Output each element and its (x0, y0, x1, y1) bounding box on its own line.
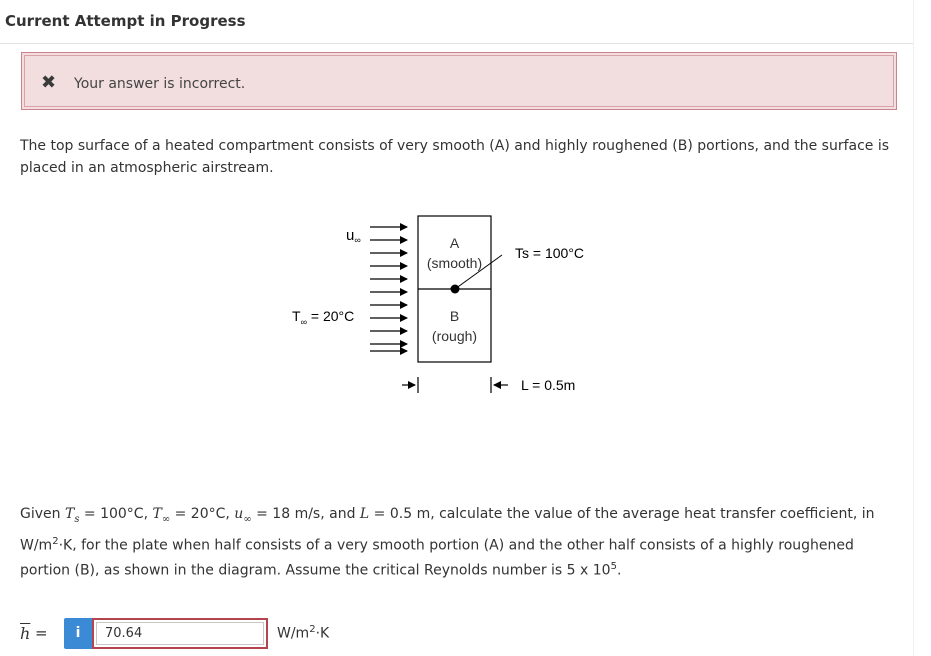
svg-text:u∞: $u_\infty$ (346, 227, 361, 245)
h-bar-symbol: $\overline{h}$ (20, 624, 31, 643)
l-symbol: L (359, 506, 370, 522)
ts-value: = 100°C, (79, 506, 149, 522)
svg-text:T∞ = 20°C: $T_\infty = 20^\circ C$ (292, 308, 355, 327)
l-value: = 0.5 m, calculate the value of the average heat transfer coefficient, in W/m (20, 506, 875, 554)
ts-subscript: s (74, 513, 80, 525)
unit-suffix: ·K (315, 625, 330, 642)
problem-intro: The top surface of a heated compartment consists of very smooth (A) and highly roughened (B) portions, and the surface is placed in an atmospheric airstream. (20, 138, 890, 176)
uinf-symbol: u (234, 506, 244, 522)
incorrect-alert (21, 52, 897, 110)
tinf-subscript: ∞ (161, 513, 171, 525)
tinf-symbol: T (152, 506, 162, 522)
problem-rest: ·K, for the plate when half consists of a very smooth portion (A) and the other half consists of a highly roughened portion (B), as shown in the diagram. Assume the critical Reynolds number is 5 x 10 (20, 537, 854, 580)
airflow-arrows (370, 227, 407, 351)
equals-sign: = (35, 624, 48, 642)
portion-a-letter: A (449, 235, 460, 251)
uinf-value: = 18 m/s, and (251, 506, 356, 522)
panel-edge (913, 0, 914, 656)
answer-field-wrapper (92, 618, 268, 649)
portion-a-desc: (smooth) (426, 255, 483, 271)
portion-b-letter: B (449, 308, 460, 324)
length-label: L = 0.5m (521, 377, 576, 393)
tinf-value: = 20°C, (170, 506, 230, 522)
reynolds-exponent: 5 (610, 561, 617, 573)
uinf-subscript: ∞ (243, 513, 252, 525)
unit-superscript: 2 (52, 535, 59, 547)
problem-statement (20, 503, 900, 582)
problem-end: . (616, 563, 622, 580)
alert-message: Your answer is incorrect. (74, 76, 246, 92)
page-title: Current Attempt in Progress (5, 12, 246, 30)
answer-unit (277, 624, 329, 642)
u-infinity-label (346, 227, 361, 245)
close-icon: ✖ (41, 72, 57, 93)
answer-input[interactable] (96, 622, 264, 645)
alert-inner-border (24, 55, 894, 107)
info-icon[interactable]: i (64, 618, 92, 649)
t-infinity-label (292, 308, 354, 327)
length-marker (402, 377, 508, 393)
given-word: Given (20, 506, 61, 522)
portion-b-desc: (rough) (431, 328, 478, 344)
answer-row (20, 618, 380, 650)
title-divider (0, 43, 913, 44)
ts-label: Ts = 100°C (515, 245, 585, 261)
compartment-diagram (280, 210, 620, 410)
unit-prefix: W/m (277, 625, 310, 642)
ts-symbol: T (64, 506, 75, 522)
unit-sup: 2 (309, 624, 316, 635)
